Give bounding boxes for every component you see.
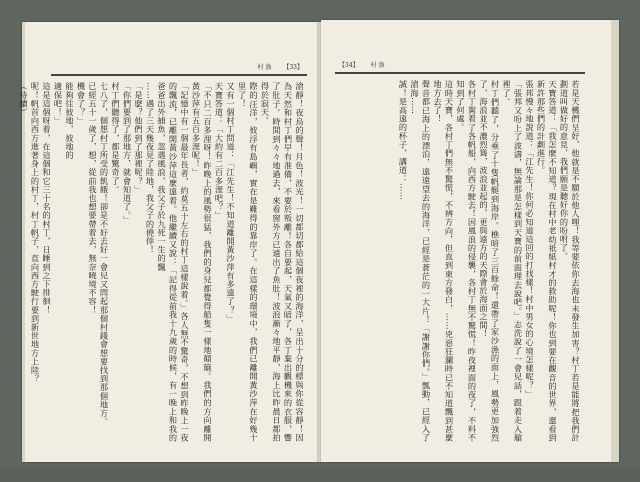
to-be-continued: （待續）	[19, 82, 29, 117]
paragraph: 村丁們聽得了，都是驚奇了。	[111, 82, 121, 194]
paragraph: 這時天寶，各村丁們無不驚慌，不辨方向，但直到東方發白，……兇惡狂瀾時已不知道飄到甚麼地方去了！	[433, 80, 455, 442]
paragraph: 七八了，個想村丁所受的飢餓！卻是不好去好一會兒又問起那個村錢會想要找到那個地方。	[99, 82, 110, 426]
paragraph: 村丁們聽了，分乘了十隻帆艇到海岸。樵暗了三百餘命！還帶了家沙漁的面上，風勢更加強烈了，海浪並不濃烈聳，波浪並起的，更與遠方的天際會於海面之間！	[479, 80, 501, 442]
paragraph: 滄靜！夜烏的聲！月色！波光！一切都切都給這個夜裡的海洋，呈出十分的標與你從容靜！因為天然和村丁們早有准備，不要於叛離！各自要起，天氣又暗了，各丁棄出觀機來的衣服，響了肚子。時間到々々地過去，來看窗外方已遠出了魚肚！波浪漸々地平靜，海上比昨晨日都拍得於寂天。	[260, 82, 305, 442]
paragraph: 又有一個村丁問道：「江先生！不知道離開黃沙萍有多遠了？」	[226, 82, 236, 323]
paragraph: 際的汪洋，彼浮有島嶼，實在是難得的靠岸了。在這樣的環境中，我們已離開黃沙萍在好幾十里了！	[237, 82, 259, 442]
left-page-header	[257, 60, 303, 72]
left-page	[19, 22, 321, 462]
paragraph: 呢！帆首向西方進著身上的村丁，村丁帆子，直向西方駛行要到新世地方上陸？	[30, 82, 41, 383]
right-page-text	[335, 80, 581, 442]
running-title: 村 漁	[257, 63, 272, 71]
page-number: 【34】	[339, 61, 359, 69]
paragraph: ……遇了三天幾夜見了陸地，我父子的僥倖！	[145, 82, 156, 254]
running-title: 村 漁	[370, 61, 385, 69]
paragraph: 天寶答道：「大約有二百多浬吧？」	[214, 82, 225, 220]
paragraph: 「不只二百多浬呀！昨晚上的風勢很猛，我們的身兒都覺得船隻一樣地顛簸。我們的方向離開黃沙萍有五百多浬呢！」	[191, 82, 213, 442]
paragraph: 誠！是高遠的杯子，講道：……	[398, 80, 409, 201]
paragraph: 「張邦又吩上了波濤，無論那是怎樣到天寶的前面理去說吧。」志洗說了一會兒話，跟着走入艙裡了。	[502, 80, 524, 442]
left-page-text	[19, 82, 305, 442]
paragraph: 這是這個呀着，在這個和它三十名的村丁，日睡到之下徘徊！	[42, 82, 52, 315]
paragraph: 已經五十一歲了，想，從前我也想要帶着去，無奈曉境不容！	[88, 82, 98, 315]
paragraph: 天寶答道：「我怎麼不知道？現在村中老幼祇紙村才的救助呢！你也到要在觀音的世界，還看到新許那些們的計劃進行。	[536, 80, 558, 442]
paragraph: 「是麽？他們到了那裡呢？」	[134, 82, 144, 194]
paragraph: 能夠往彼地，彼地的	[65, 82, 75, 160]
paragraph: 「記憶中有一個最年長者，約莫五十左右的村丁這樣說着。」各人無不驚奇，不想到昨晚上一夜的飄流，已離開黃沙萍這麼遠着。他繼續又說：「記得從前我十九歲的時候，有一晚上和我的爸爸出外捕魚，忽遇風浪，我父子於九死一生的飄	[157, 82, 190, 442]
paragraph: 各村丁駕着了各帆船，向西方駛去！因風浪的侵襲，各村丁無不驚慌！昨夜裡面的夜了，不料不知到了何處。	[456, 80, 478, 442]
page-number: 【33】	[283, 63, 303, 71]
right-page	[321, 20, 619, 462]
paragraph: 適保吧！」	[53, 82, 64, 125]
header-rule	[51, 74, 307, 76]
header-rule	[335, 72, 585, 74]
paragraph: 若是天機們呈好，他就是不願於他人哩！我等要依你去海也未發生加害？村丁若是能將把我們計劃道叫做好的意見，我們願是聽好你的吩咐了。	[559, 80, 581, 442]
paragraph: 張邦慢々地說道：「江先生！你何必知道這回的打找樣！村中男女的心境怎樣呢？」	[525, 80, 535, 399]
right-page-header	[339, 58, 385, 70]
paragraph: 「你們要到了那地方，就會知道了。」	[122, 82, 133, 225]
scan-background	[0, 468, 640, 482]
paragraph: 機會了？」	[76, 82, 87, 125]
paragraph: 聲音都已海上的漂泊，遠遠望去的海洋，已經是蒼茫的一大片！「謝謝你們。」瓢動，已經入了滄海……	[410, 80, 432, 442]
